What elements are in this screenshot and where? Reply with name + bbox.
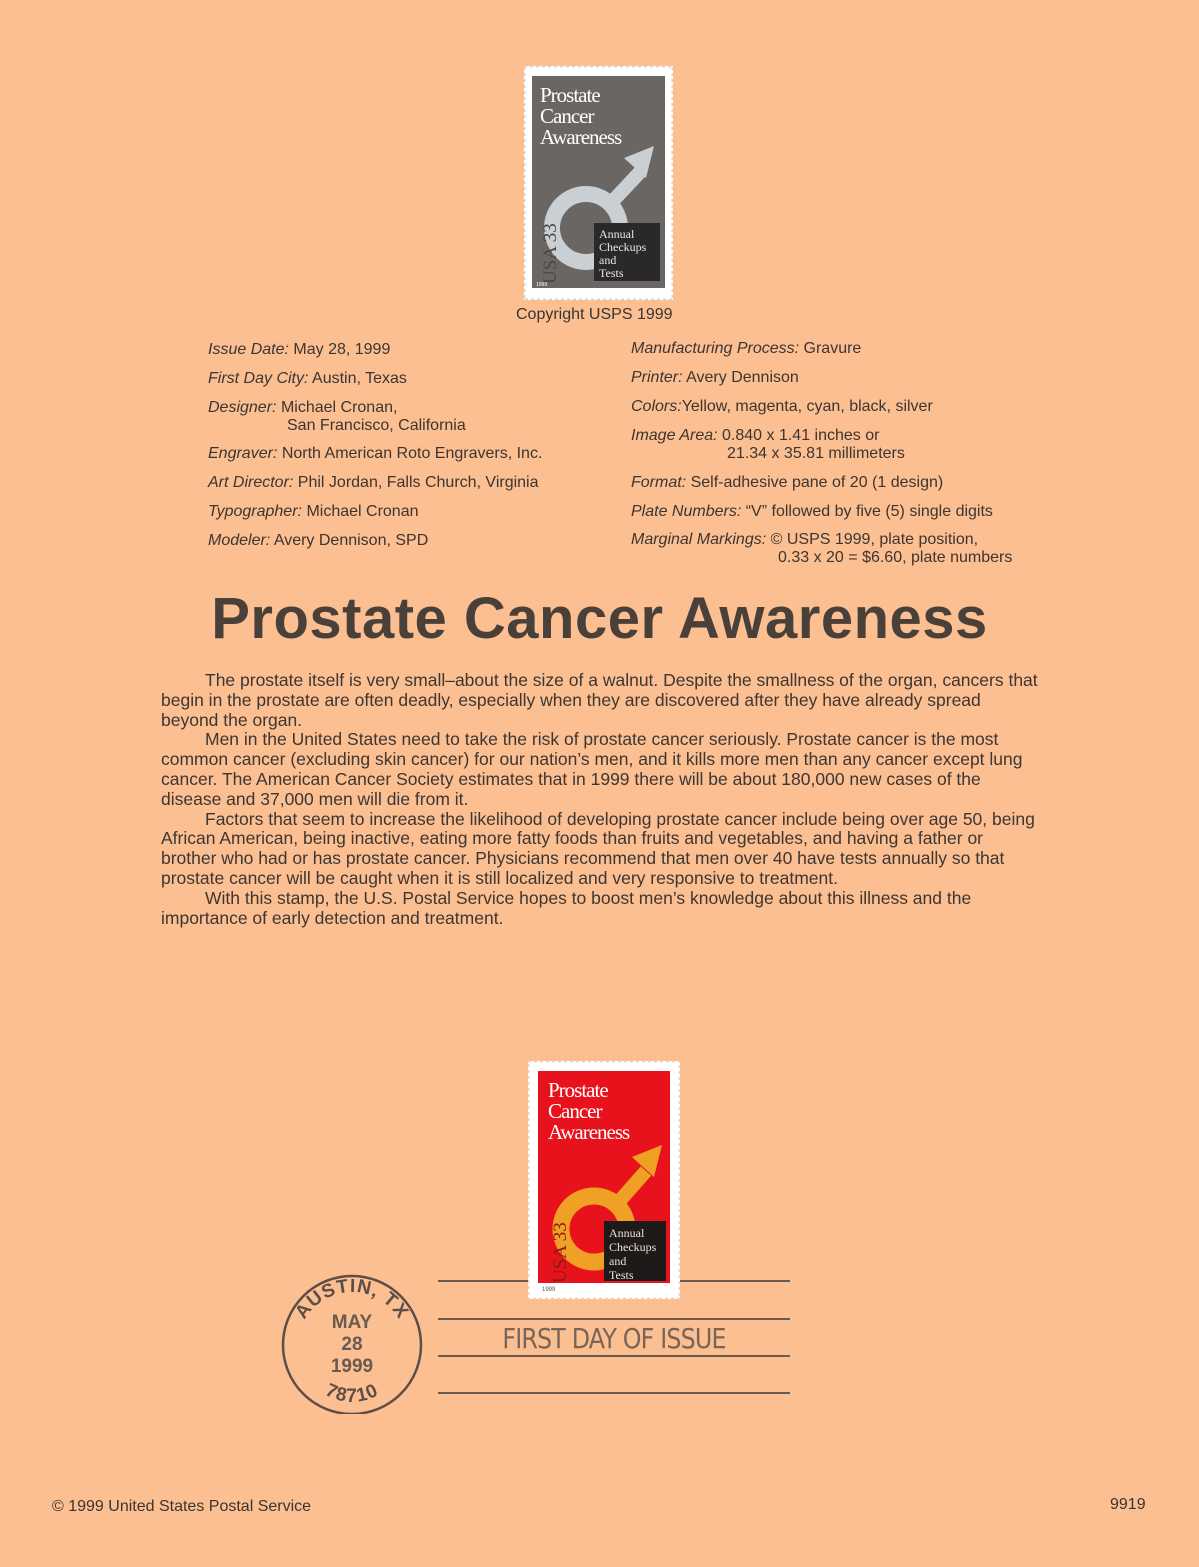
- stamp-image-top: [524, 66, 673, 300]
- detail-value: Self-adhesive pane of 20 (1 design): [690, 474, 944, 491]
- detail-label: Plate Numbers:: [631, 503, 742, 520]
- detail-image-area: [631, 427, 905, 463]
- stamp-image-bottom: [528, 1061, 680, 1299]
- body-text: [161, 671, 1041, 928]
- detail-engraver: [208, 445, 542, 463]
- stamp-top-title-line-3: Awareness: [540, 125, 622, 149]
- detail-label: Manufacturing Process:: [631, 340, 800, 357]
- stamp-top-caption-line-3: and: [599, 253, 617, 267]
- detail-label: Issue Date:: [208, 341, 289, 358]
- stamp-top-year: 1999: [536, 282, 548, 288]
- detail-value: Phil Jordan, Falls Church, Virginia: [297, 474, 539, 491]
- postmark: [276, 1272, 428, 1414]
- stamp-bottom-caption-line-3: and: [609, 1254, 627, 1268]
- stamp-top-caption-line-2: Checkups: [599, 240, 647, 254]
- postmark-year: 1999: [330, 1356, 374, 1377]
- stamp-top-denomination: USA 33: [540, 223, 561, 284]
- postmark-zip: 78710: [322, 1379, 382, 1407]
- detail-value: Avery Dennison, SPD: [273, 532, 429, 549]
- detail-value: Michael Cronan: [306, 503, 419, 520]
- stamp-bottom-caption-line-4: Tests: [609, 1268, 634, 1282]
- stamp-bottom-title-line-3: Awareness: [548, 1120, 630, 1144]
- postmark-month: MAY: [331, 1312, 373, 1333]
- detail-first-day-city: [208, 370, 407, 388]
- detail-value: Michael Cronan,: [280, 399, 398, 416]
- detail-label: First Day City:: [208, 370, 309, 387]
- paragraph: Factors that seem to increase the likelihood of developing prostate cancer include being over age 50, being African American, being inactive, eating more fatty foods than fruits and vegetables, and having a father or brother who had or has prostate cancer. Physicians recommend that men over 40 have tests annually so that prostate cancer will be caught when it is still localized and very responsive to treatment.: [161, 808, 1035, 888]
- footer-item-number: 9919: [1110, 1496, 1146, 1513]
- detail-value: Austin, Texas: [312, 370, 407, 387]
- stamp-top-title-line-1: Prostate: [540, 83, 600, 107]
- postmark-day: 28: [341, 1334, 363, 1355]
- stamp-bottom-title-line-1: Prostate: [548, 1078, 608, 1102]
- postmark-city: AUSTIN, TX: [291, 1275, 413, 1323]
- footer-copyright: © 1999 United States Postal Service: [52, 1498, 312, 1515]
- detail-label: Designer:: [208, 399, 277, 416]
- detail-label: Typographer:: [208, 503, 302, 520]
- detail-label: Art Director:: [208, 474, 294, 491]
- detail-label: Format:: [631, 474, 687, 491]
- detail-label: Colors:: [631, 398, 682, 415]
- detail-marginal-markings: [631, 531, 1012, 567]
- cancel-line: [438, 1355, 790, 1357]
- detail-colors: [631, 398, 933, 416]
- detail-value: Yellow, magenta, cyan, black, silver: [681, 398, 933, 415]
- detail-value-continued: San Francisco, California: [287, 417, 466, 434]
- detail-art-director: [208, 474, 539, 492]
- detail-designer: [208, 399, 466, 435]
- detail-printer: [631, 369, 799, 387]
- stamp-bottom-year: 1999: [542, 1287, 556, 1293]
- detail-label: Marginal Markings:: [631, 531, 767, 548]
- paragraph: The prostate itself is very small–about the size of a walnut. Despite the smallness of the organ, cancers that begin in the prostate are often deadly, especially when they are discovered after they have already spread beyond the organ.: [161, 670, 1038, 730]
- detail-label: Engraver:: [208, 445, 278, 462]
- stamp-top-title-line-2: Cancer: [540, 104, 594, 128]
- detail-value: “V” followed by five (5) single digits: [745, 503, 993, 520]
- detail-label: Modeler:: [208, 532, 271, 549]
- stamp-top-caption-line-1: Annual: [599, 227, 635, 241]
- detail-value-continued: 21.34 x 35.81 millimeters: [727, 445, 905, 462]
- detail-typographer: [208, 503, 419, 521]
- cancel-line: [438, 1318, 790, 1320]
- detail-issue-date: [208, 341, 390, 359]
- first-day-of-issue-label: FIRST DAY OF ISSUE: [502, 1322, 726, 1355]
- cancel-line: [438, 1392, 790, 1394]
- detail-value: 0.840 x 1.41 inches or: [722, 427, 880, 444]
- stamp-top-caption-line-4: Tests: [599, 266, 624, 280]
- stamp-bottom-denomination: USA 33: [550, 1222, 571, 1283]
- stamp-bottom-caption-line-2: Checkups: [609, 1240, 657, 1254]
- paragraph: With this stamp, the U.S. Postal Service hopes to boost men’s knowledge about this illness and the importance of early detection and treatment.: [161, 887, 972, 928]
- detail-value: North American Roto Engravers, Inc.: [281, 445, 543, 462]
- detail-modeler: [208, 532, 428, 550]
- detail-value: © USPS 1999, plate position,: [770, 531, 979, 548]
- stamp-copyright: Copyright USPS 1999: [516, 306, 673, 323]
- detail-plate-numbers: [631, 503, 993, 521]
- detail-manufacturing-process: [631, 340, 861, 358]
- page-title: Prostate Cancer Awareness: [211, 586, 988, 651]
- detail-label: Image Area:: [631, 427, 718, 444]
- detail-label: Printer:: [631, 369, 683, 386]
- stamp-bottom-title-line-2: Cancer: [548, 1099, 602, 1123]
- detail-value: May 28, 1999: [293, 341, 391, 358]
- stamp-bottom-caption-line-1: Annual: [609, 1226, 645, 1240]
- detail-value: Gravure: [803, 340, 862, 357]
- paragraph: Men in the United States need to take the risk of prostate cancer seriously. Prostate cancer is the most common cancer (excluding skin cancer) for our nation’s men, and it kills more men than any cancer except lung cancer. The American Cancer Society estimates that in 1999 there will be about 180,000 new cases of the disease and 37,000 men will die from it.: [161, 729, 1023, 809]
- detail-value: Avery Dennison: [686, 369, 799, 386]
- detail-value-continued: 0.33 x 20 = $6.60, plate numbers: [778, 549, 1013, 566]
- detail-format: [631, 474, 943, 492]
